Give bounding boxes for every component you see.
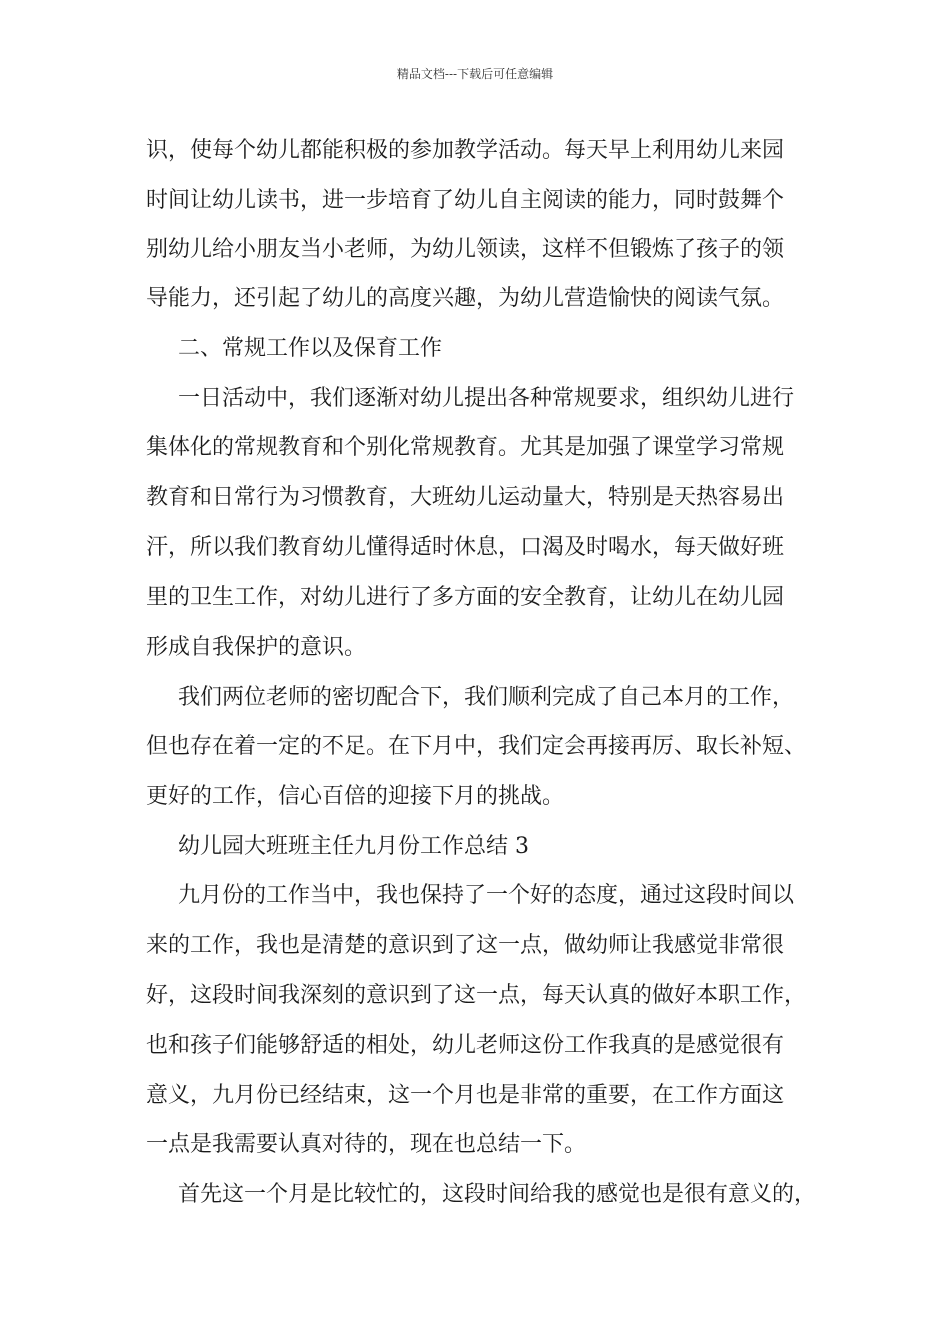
text-line: 一日活动中，我们逐渐对幼儿提出各种常规要求，组织幼儿进行 [178, 386, 795, 411]
text-line: 九月份的工作当中，我也保持了一个好的态度，通过这段时间以 [178, 883, 795, 908]
text-line: 形成自我保护的意识。 [146, 635, 367, 660]
text-line: 集体化的常规教育和个别化常规教育。尤其是加强了课堂学习常规 [146, 435, 785, 460]
section-heading: 幼儿园大班班主任九月份工作总结 3 [178, 834, 529, 859]
text-line: 一点是我需要认真对待的，现在也总结一下。 [146, 1132, 587, 1157]
text-line: 导能力，还引起了幼儿的高度兴趣，为幼儿营造愉快的阅读气氛。 [146, 286, 785, 311]
text-line: 更好的工作，信心百倍的迎接下月的挑战。 [146, 784, 565, 809]
text-line: 识，使每个幼儿都能积极的参加教学活动。每天早上利用幼儿来园 [146, 138, 785, 163]
text-line: 好，这段时间我深刻的意识到了这一点，每天认真的做好本职工作， [146, 983, 807, 1008]
text-line: 教育和日常行为习惯教育，大班幼儿运动量大，特别是天热容易出 [146, 485, 785, 510]
text-line: 来的工作，我也是清楚的意识到了这一点，做幼师让我感觉非常很 [146, 933, 785, 958]
text-line: 首先这一个月是比较忙的，这段时间给我的感觉也是很有意义的， [178, 1182, 817, 1207]
text-line: 别幼儿给小朋友当小老师，为幼儿领读，这样不但锻炼了孩子的领 [146, 237, 785, 262]
text-line: 时间让幼儿读书，进一步培育了幼儿自主阅读的能力，同时鼓舞个 [146, 188, 785, 213]
text-line: 里的卫生工作，对幼儿进行了多方面的安全教育，让幼儿在幼儿园 [146, 585, 785, 610]
section-heading: 二、常规工作以及保育工作 [178, 336, 443, 361]
text-line: 但也存在着一定的不足。在下月中，我们定会再接再厉、取长补短、 [146, 734, 807, 759]
text-line: 意义，九月份已经结束，这一个月也是非常的重要，在工作方面这 [146, 1083, 785, 1108]
text-line: 我们两位老师的密切配合下，我们顺利完成了自己本月的工作， [178, 685, 795, 710]
text-line: 也和孩子们能够舒适的相处，幼儿老师这份工作我真的是感觉很有 [146, 1033, 785, 1058]
text-line: 汗，所以我们教育幼儿懂得适时休息，口渴及时喝水，每天做好班 [146, 535, 785, 560]
page-header: 精品文档---下载后可任意编辑 [396, 67, 554, 81]
